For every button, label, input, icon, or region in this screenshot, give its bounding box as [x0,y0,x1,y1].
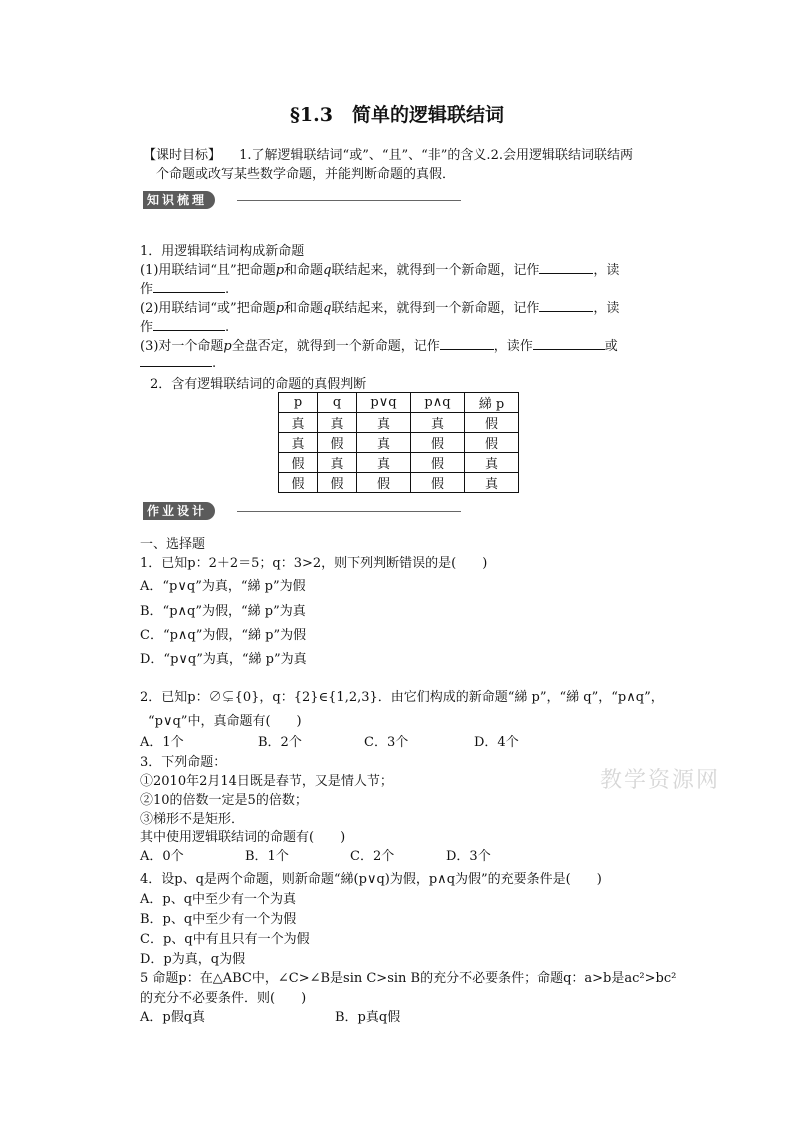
table-cell: 假 [279,473,318,493]
watermark: 教学资源网 [600,768,721,793]
answer-blank[interactable] [153,280,225,293]
knowledge-item-3-cont: . [140,354,216,371]
answer-blank[interactable] [140,354,212,367]
q5-option-a[interactable]: A．p假q真 [140,1010,206,1025]
answer-blank[interactable] [440,337,494,350]
table-row [279,413,519,433]
table-cell: 真 [318,453,357,473]
bullet-icon [223,506,233,516]
table-cell: 假 [357,473,411,493]
table-header-cell: 綈 p [465,393,519,413]
q3-statement-2: ②10的倍数一定是5的倍数； [140,793,308,808]
q4-option-a[interactable]: A．p、q中至少有一个为真 [140,892,297,907]
table-cell: 真 [357,453,411,473]
q3-option-a[interactable]: A．0个 [140,849,184,864]
objective-line-1 [143,144,633,163]
q3-option-b[interactable]: B．1个 [245,849,289,864]
knowledge-heading-1: 1．用逻辑联结词构成新命题 [140,244,305,259]
table-cell: 真 [318,413,357,433]
q1-option-b[interactable]: B．“p∧q”为假，“綈 p”为真 [140,604,306,619]
q4-option-b[interactable]: B．p、q中至少有一个为假 [140,912,297,927]
table-cell: 真 [279,413,318,433]
table-header-row [279,393,519,413]
table-header-cell: p∧q [411,393,465,413]
objective-line-2: 个命题或改写某些数学命题，并能判断命题的真假． [156,167,456,182]
question-5-line-1: 5 命题p：在△ABC中，∠C>∠B是sin C>sin B的充分不必要条件；命题q：a>b是ac²>bc² [140,971,677,986]
q3-option-c[interactable]: C．2个 [350,849,395,864]
knowledge-item-2-cont: 作 . [140,320,230,335]
section-rule [237,200,461,201]
table-header-cell: p [279,393,318,413]
answer-blank[interactable] [539,299,593,312]
table-cell: 真 [357,433,411,453]
table-row [279,453,519,473]
q3-option-d[interactable]: D．3个 [446,849,491,864]
section-header-homework [143,502,461,520]
knowledge-item-2: (2)用联结词“或”把命题p和命题q联结起来，就得到一个新命题，记作 ，读 [140,301,620,316]
q3-statement-1: ①2010年2月14日既是春节，又是情人节； [140,774,393,789]
section-header-knowledge [143,191,461,209]
truth-table [278,392,519,493]
objective-text-1: 1.了解逻辑联结词“或”、“且”、“非”的含义.2.会用逻辑联结词联结两 [239,148,633,163]
q5-option-b[interactable]: B．p真q假 [335,1010,401,1025]
question-2-line-1: 2．已知p：∅⊊{0}，q：{2}∈{1,2,3}．由它们构成的新命题“綈 p”，“綈 q”，“p∧q”， [140,690,664,705]
table-row [279,473,519,493]
q2-option-a[interactable]: A．1个 [140,735,184,750]
knowledge-item-1-cont: 作 . [140,282,230,297]
q1-option-d[interactable]: D．“p∨q”为真，“綈 p”为真 [140,652,307,667]
section-label: 作业设计 [143,502,215,520]
knowledge-heading-2: 2．含有逻辑联结词的命题的真假判断 [150,377,367,392]
bullet-icon [223,195,233,205]
q2-option-d[interactable]: D．4个 [474,735,519,750]
answer-blank[interactable] [533,337,605,350]
table-cell: 假 [411,433,465,453]
section-rule [237,511,461,512]
answer-blank[interactable] [539,261,593,274]
part-heading: 一、选择题 [140,537,206,552]
table-cell: 真 [411,413,465,433]
section-label: 知识梳理 [143,191,215,209]
table-cell: 真 [357,413,411,433]
knowledge-item-1: (1)用联结词“且”把命题p和命题q联结起来，就得到一个新命题，记作 ，读 [140,263,620,278]
table-row [279,433,519,453]
q1-option-c[interactable]: C．“p∧q”为假，“綈 p”为假 [140,628,307,643]
objective-label: 【课时目标】 [143,148,222,163]
q3-question: 其中使用逻辑联结词的命题有( ) [140,830,346,845]
table-cell: 假 [411,473,465,493]
q4-option-c[interactable]: C．p、q中有且只有一个为假 [140,932,310,947]
page-title: §1.3 简单的逻辑联结词 [290,104,504,126]
question-3: 3．下列命题： [140,755,227,770]
table-cell: 假 [318,473,357,493]
table-cell: 真 [465,453,519,473]
table-cell: 假 [411,453,465,473]
q1-option-a[interactable]: A．“p∨q”为真，“綈 p”为假 [140,579,306,594]
q2-option-c[interactable]: C．3个 [364,735,409,750]
answer-blank[interactable] [153,318,225,331]
table-cell: 真 [465,473,519,493]
q3-statement-3: ③梯形不是矩形． [140,812,245,827]
table-cell: 假 [465,433,519,453]
question-5-line-2: 的充分不必要条件．则( ) [140,991,307,1006]
table-header-cell: q [318,393,357,413]
table-cell: 假 [465,413,519,433]
table-cell: 假 [318,433,357,453]
table-header-cell: p∨q [357,393,411,413]
question-1: 1．已知p：2＋2＝5；q：3>2，则下列判断错误的是( ) [140,556,488,571]
knowledge-item-3: (3)对一个命题p全盘否定，就得到一个新命题，记作 ，读作 或 [140,339,618,354]
table-cell: 假 [279,453,318,473]
q4-option-d[interactable]: D．p为真，q为假 [140,952,246,967]
question-4: 4．设p、q是两个命题，则新命题“綈(p∨q)为假，p∧q为假”的充要条件是( ) [140,872,602,887]
q2-option-b[interactable]: B．2个 [258,735,302,750]
table-cell: 真 [279,433,318,453]
question-2-line-2: “p∨q”中，真命题有( ) [148,714,302,729]
